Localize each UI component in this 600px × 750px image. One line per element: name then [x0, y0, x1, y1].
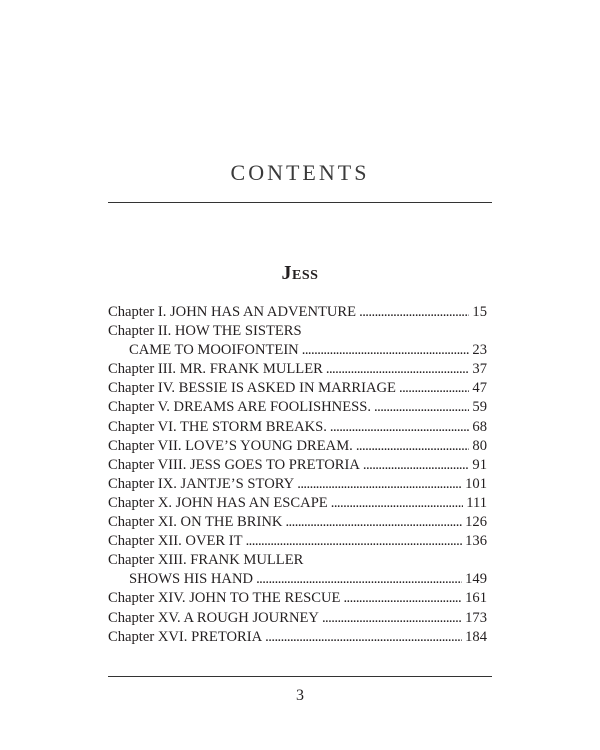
toc-page-number: 126: [465, 514, 487, 531]
toc-line: [108, 609, 487, 628]
toc-entry[interactable]: [108, 437, 487, 456]
toc-page-number: 149: [465, 571, 487, 588]
toc-entry-title: Chapter IX. JANTJE’S STORY: [108, 475, 295, 492]
toc-entry-title: Chapter XIII. FRANK MULLER: [108, 552, 304, 569]
toc-entry-title: Chapter VII. LOVE’S YOUNG DREAM.: [108, 437, 353, 454]
toc-entry[interactable]: [108, 589, 487, 608]
toc-entry[interactable]: [108, 303, 487, 322]
toc-entry[interactable]: [108, 494, 487, 513]
toc-page-number: 111: [466, 494, 487, 511]
toc-entry[interactable]: [108, 475, 487, 494]
toc-entry-title: Chapter III. MR. FRANK MULLER: [108, 361, 323, 378]
toc-page-number: 184: [465, 628, 487, 645]
toc-line: [108, 418, 487, 437]
toc-entry-title: Chapter XIV. JOHN TO THE RESCUE: [108, 590, 341, 607]
toc-page-number: 161: [465, 590, 487, 607]
toc-entry-title: Chapter VIII. JESS GOES TO PRETORIA: [108, 456, 360, 473]
toc-entry[interactable]: [108, 551, 487, 589]
toc-line: [108, 513, 487, 532]
toc-entry-title: Chapter XI. ON THE BRINK: [108, 514, 283, 531]
contents-heading: CONTENTS: [230, 160, 370, 185]
dot-leader: [331, 494, 463, 513]
dot-leader: [343, 589, 462, 608]
toc-entry[interactable]: [108, 398, 487, 417]
toc-entry-title: Chapter II. HOW THE SISTERS: [108, 323, 302, 340]
toc-page-number: 47: [472, 380, 487, 397]
toc-page-number: 80: [472, 437, 487, 454]
dot-leader: [265, 628, 462, 647]
dot-leader: [399, 379, 469, 398]
toc-line: [108, 532, 487, 551]
toc-entry-title: CAME TO MOOIFONTEIN: [129, 342, 299, 359]
toc-entry[interactable]: [108, 322, 487, 360]
toc-entry-title: Chapter IV. BESSIE IS ASKED IN MARRIAGE: [108, 380, 396, 397]
toc-page-number: 15: [472, 304, 487, 320]
top-rule: [108, 202, 492, 203]
toc-line: [108, 360, 487, 379]
dot-leader: [302, 341, 470, 360]
dot-leader: [359, 303, 469, 322]
toc-entry[interactable]: [108, 532, 487, 551]
toc-entry-title: Chapter X. JOHN HAS AN ESCAPE: [108, 494, 328, 511]
toc-entry[interactable]: [108, 360, 487, 379]
toc-entry-title: Chapter I. JOHN HAS AN ADVENTURE: [108, 304, 357, 320]
toc-page-number: 59: [472, 399, 487, 416]
dot-leader: [322, 609, 462, 628]
toc-entry-title: Chapter XII. OVER IT: [108, 533, 243, 550]
toc-page-number: 173: [465, 609, 487, 626]
toc-entry[interactable]: [108, 609, 487, 628]
toc-line: [108, 475, 487, 494]
toc-line: [108, 570, 487, 589]
dot-leader: [297, 475, 462, 494]
toc-entry[interactable]: [108, 456, 487, 475]
toc-line: [108, 341, 487, 360]
toc-entry-title: Chapter V. DREAMS ARE FOOLISHNESS.: [108, 399, 371, 416]
dot-leader: [374, 398, 469, 417]
dot-leader: [330, 418, 469, 437]
dot-leader: [246, 532, 463, 551]
toc-entry[interactable]: [108, 418, 487, 437]
bottom-rule: [108, 676, 492, 677]
toc-line: [108, 494, 487, 513]
toc-line: [108, 589, 487, 608]
page-number: 3: [296, 687, 304, 704]
toc-entry-title: Chapter XVI. PRETORIA: [108, 628, 263, 645]
toc-entry-title: SHOWS HIS HAND: [129, 571, 254, 588]
toc-line: [108, 322, 487, 341]
toc-line: [108, 456, 487, 475]
toc-line: [108, 303, 487, 322]
toc-page-number: 37: [472, 361, 487, 378]
dot-leader: [285, 513, 462, 532]
toc-entry[interactable]: [108, 513, 487, 532]
toc-line: [108, 551, 487, 570]
dot-leader: [356, 437, 470, 456]
toc-entry[interactable]: [108, 379, 487, 398]
toc-line: [108, 437, 487, 456]
toc-page-number: 91: [472, 456, 487, 473]
table-of-contents: [108, 303, 487, 647]
toc-entry-title: Chapter VI. THE STORM BREAKS.: [108, 418, 327, 435]
toc-entry-title: Chapter XV. A ROUGH JOURNEY: [108, 609, 319, 626]
section-title: Jess: [281, 262, 319, 284]
toc-page-number: 136: [465, 533, 487, 550]
toc-line: [108, 398, 487, 417]
toc-line: [108, 379, 487, 398]
toc-entry[interactable]: [108, 628, 487, 647]
dot-leader: [256, 570, 462, 589]
dot-leader: [326, 360, 470, 379]
toc-page-number: 68: [472, 418, 487, 435]
toc-line: [108, 628, 487, 647]
toc-page-number: 101: [465, 475, 487, 492]
dot-leader: [363, 456, 470, 475]
toc-page-number: 23: [472, 342, 487, 359]
